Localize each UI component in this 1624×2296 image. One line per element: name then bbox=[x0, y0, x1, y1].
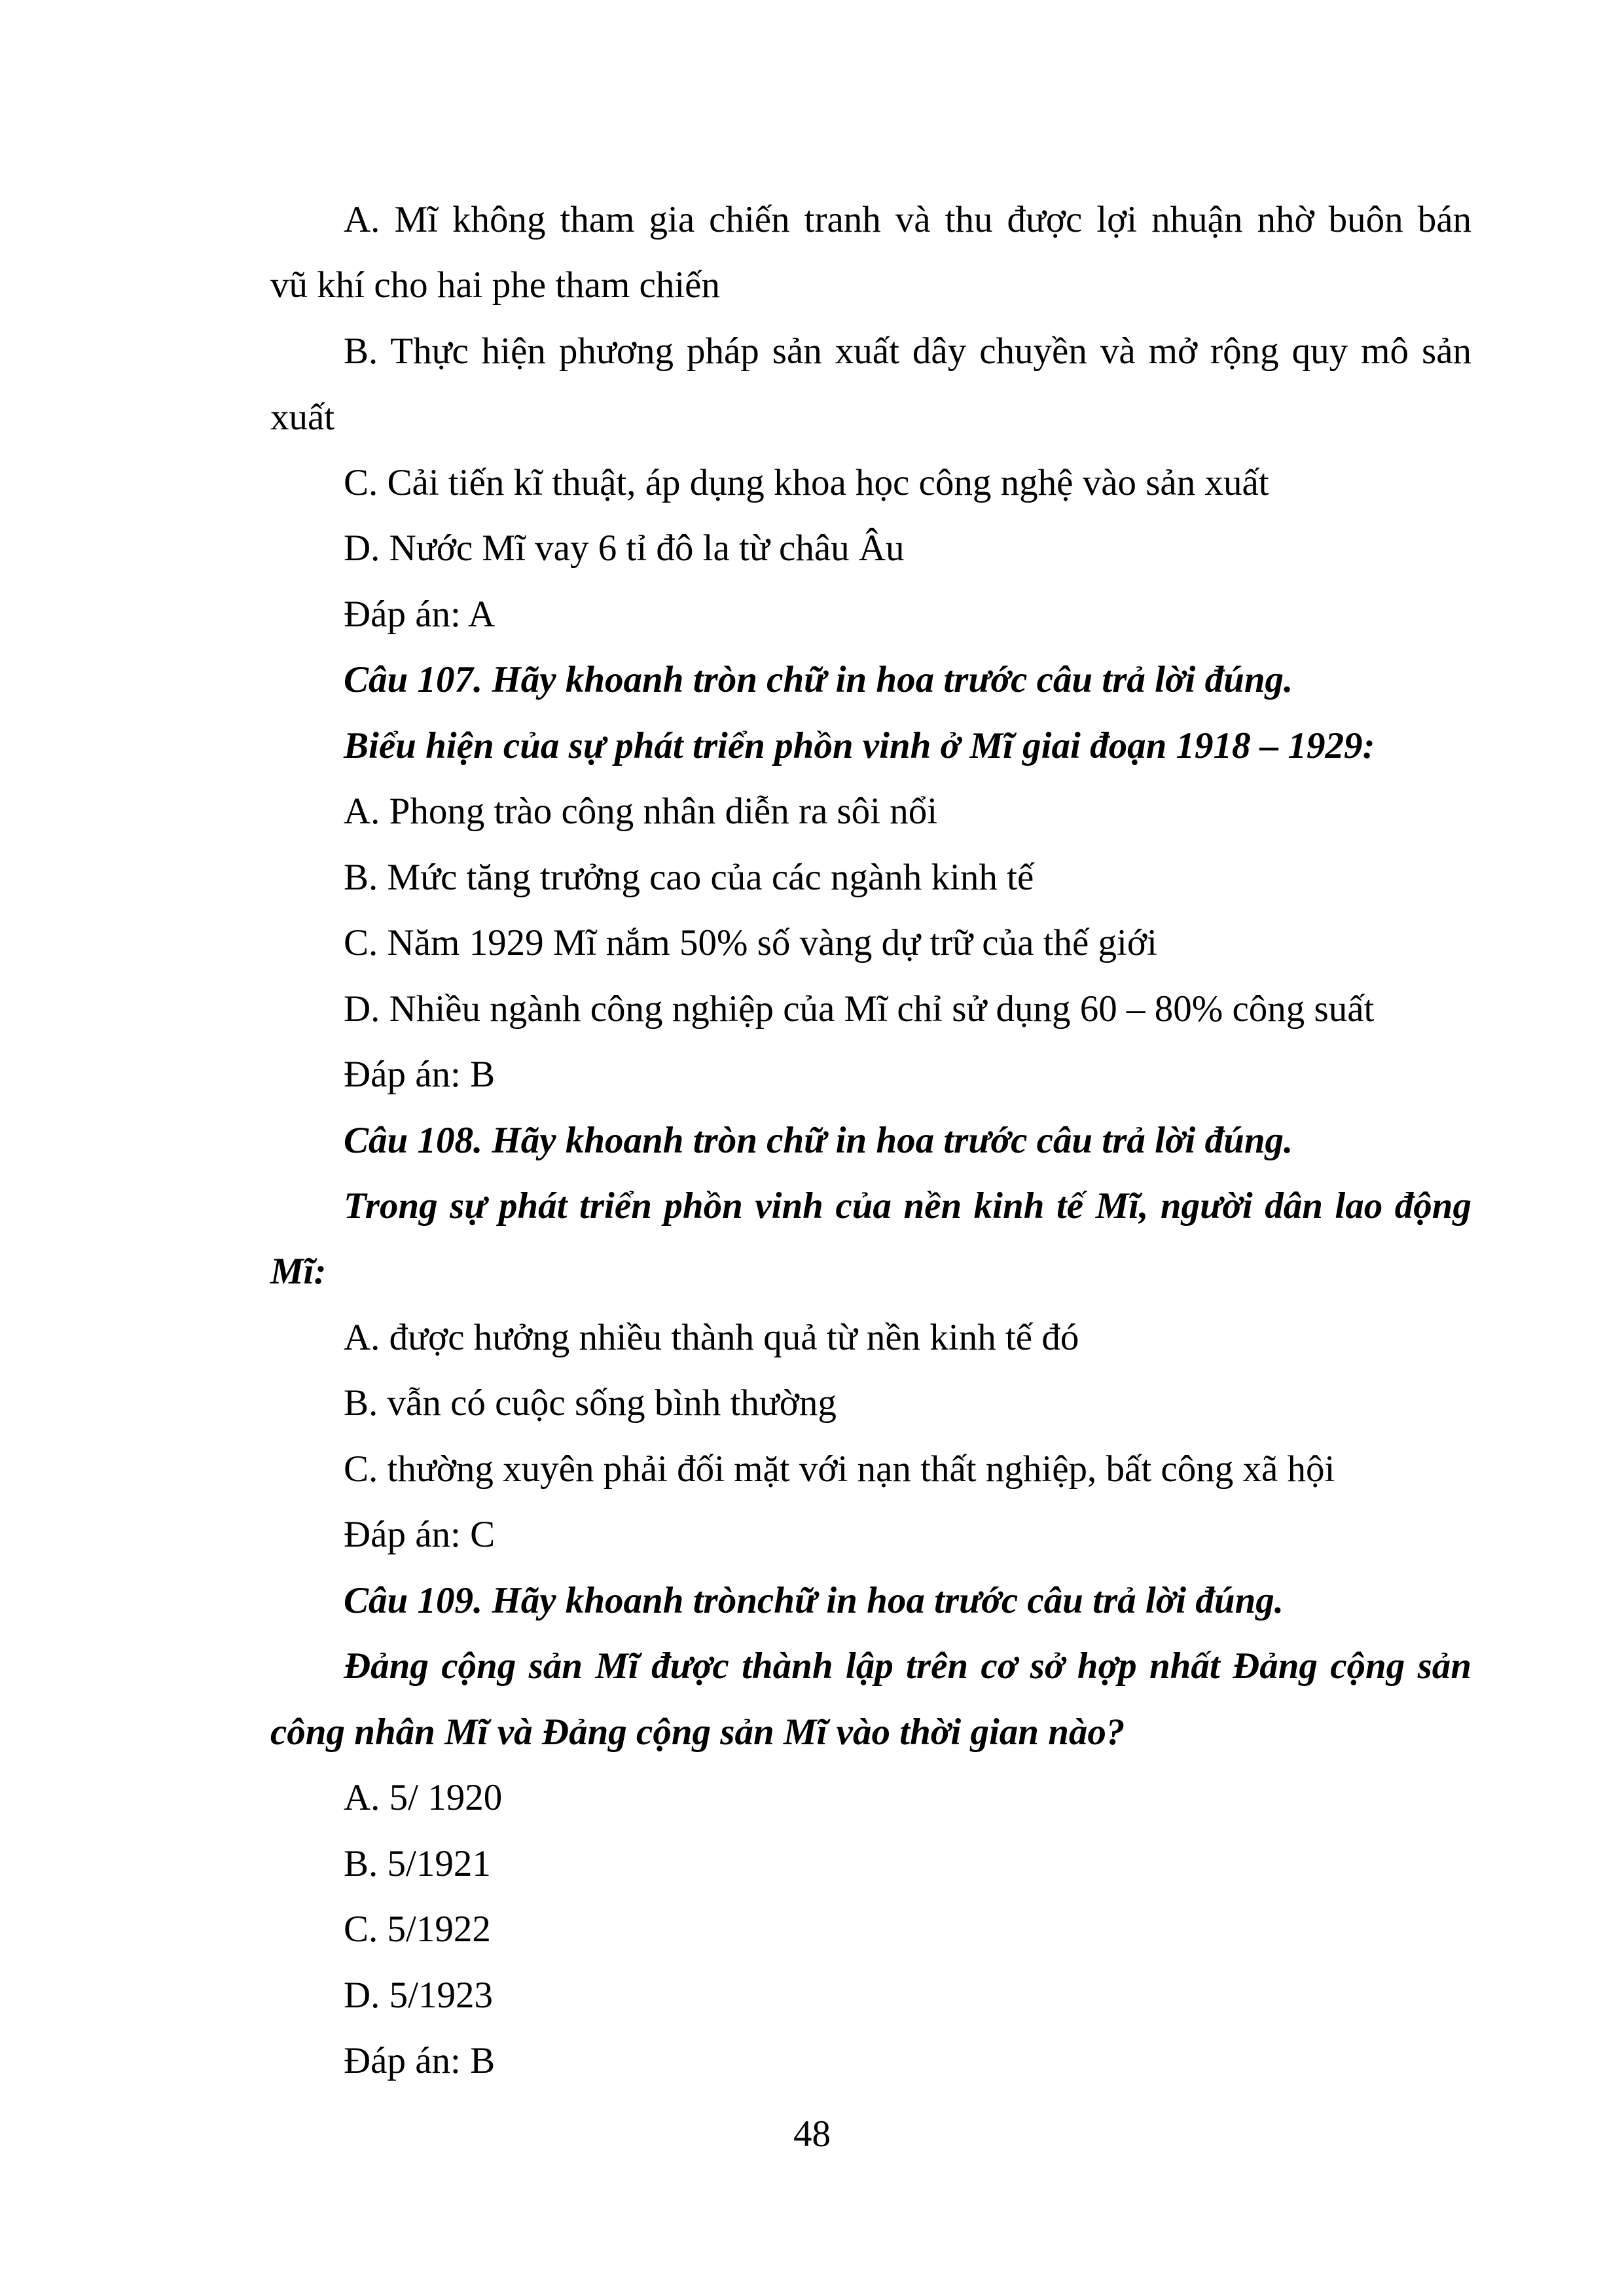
page-number: 48 bbox=[793, 2113, 831, 2155]
q109-answer: Đáp án: B bbox=[344, 2040, 496, 2081]
q106-option-b-line2: xuất bbox=[270, 397, 335, 438]
q108-option-c: C. thường xuyên phải đối mặt với nạn thất nghiệp, bất công xã hội bbox=[344, 1448, 1335, 1490]
q107-option-c: C. Năm 1929 Mĩ nắm 50% số vàng dự trữ của thế giới bbox=[344, 922, 1157, 963]
q107-title: Câu 107. Hãy khoanh tròn chữ in hoa trước câu trả lời đúng. bbox=[344, 659, 1293, 700]
q106-option-a-line2: vũ khí cho hai phe tham chiến bbox=[270, 264, 720, 306]
q107-option-b: B. Mức tăng trưởng cao của các ngành kinh tế bbox=[344, 857, 1034, 898]
q106-answer: Đáp án: A bbox=[344, 594, 496, 635]
q109-option-c: C. 5/1922 bbox=[344, 1909, 491, 1950]
q107-answer: Đáp án: B bbox=[344, 1054, 496, 1095]
q109-question-line1: Đảng cộng sản Mĩ được thành lập trên cơ sở hợp nhất Đảng cộng sản bbox=[344, 1645, 1471, 1687]
q106-option-b-line1: B. Thực hiện phương pháp sản xuất dây chuyền và mở rộng quy mô sản bbox=[344, 331, 1471, 372]
q106-option-c: C. Cải tiến kĩ thuật, áp dụng khoa học công nghệ vào sản xuất bbox=[344, 462, 1269, 503]
q107-option-d: D. Nhiều ngành công nghiệp của Mĩ chỉ sử dụng 60 – 80% công suất bbox=[344, 988, 1375, 1030]
q108-question-line2: Mĩ: bbox=[270, 1251, 327, 1292]
q106-option-d: D. Nước Mĩ vay 6 tỉ đô la từ châu Âu bbox=[344, 528, 905, 569]
q106-option-a-line1: A. Mĩ không tham gia chiến tranh và thu được lợi nhuận nhờ buôn bán bbox=[344, 199, 1471, 240]
q109-option-d: D. 5/1923 bbox=[344, 1975, 493, 2016]
q108-title: Câu 108. Hãy khoanh tròn chữ in hoa trước câu trả lời đúng. bbox=[344, 1120, 1293, 1161]
q109-title: Câu 109. Hãy khoanh trònchữ in hoa trước câu trả lời đúng. bbox=[344, 1580, 1284, 1621]
q108-option-a: A. được hưởng nhiều thành quả từ nền kinh tế đó bbox=[344, 1317, 1079, 1358]
q108-option-b: B. vẫn có cuộc sống bình thường bbox=[344, 1382, 837, 1424]
q107-option-a: A. Phong trào công nhân diễn ra sôi nổi bbox=[344, 791, 938, 832]
q109-question-line2: công nhân Mĩ và Đảng cộng sản Mĩ vào thời gian nào? bbox=[270, 1712, 1125, 1753]
q109-option-a: A. 5/ 1920 bbox=[344, 1777, 503, 1818]
q108-question-line1: Trong sự phát triển phồn vinh của nền kinh tế Mĩ, người dân lao động bbox=[344, 1185, 1471, 1227]
q108-answer: Đáp án: C bbox=[344, 1514, 496, 1555]
q109-option-b: B. 5/1921 bbox=[344, 1843, 491, 1884]
q107-question: Biểu hiện của sự phát triển phồn vinh ở Mĩ giai đoạn 1918 – 1929: bbox=[344, 725, 1375, 766]
